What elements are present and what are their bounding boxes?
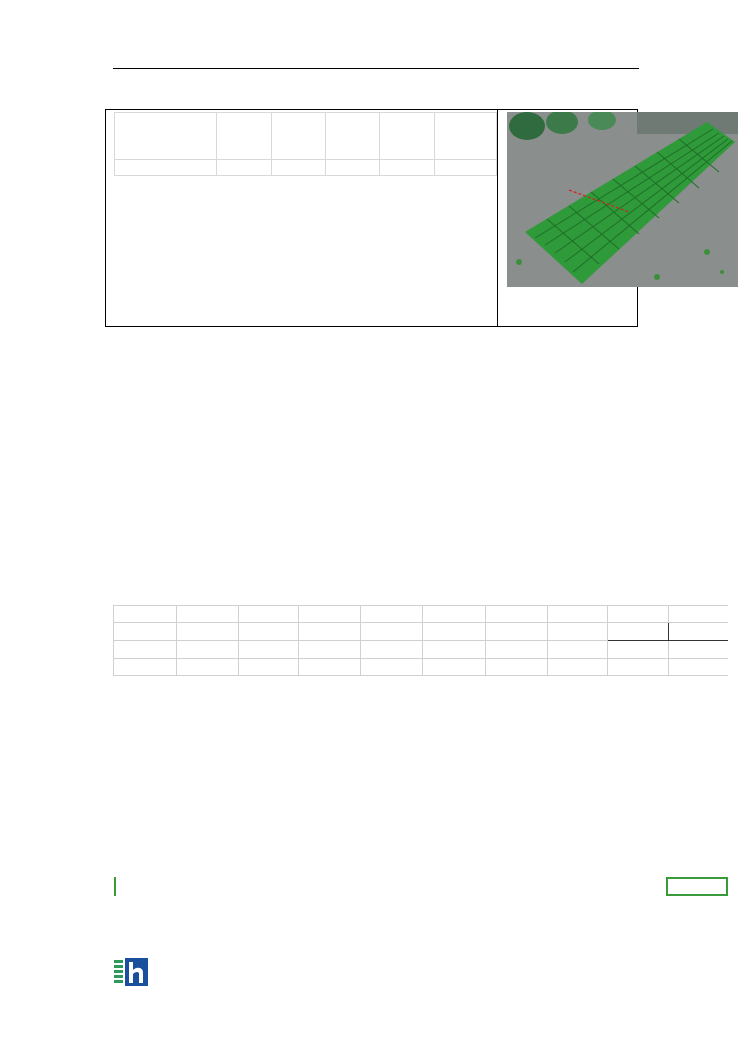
header-length — [272, 113, 326, 160]
header-cut-qty — [669, 622, 729, 640]
cut-total-cell — [669, 640, 729, 658]
length-table-sum-row — [115, 160, 497, 176]
cutting-table-frame — [113, 605, 728, 905]
header-width — [115, 113, 217, 160]
length-table — [114, 112, 497, 176]
length-table-sum — [435, 160, 497, 176]
row-highlight-marker — [114, 877, 116, 896]
header-total — [435, 113, 497, 160]
header-qty — [326, 113, 380, 160]
company-logo-icon — [114, 958, 148, 986]
header-total-length — [608, 622, 669, 640]
cutting-table — [113, 605, 728, 676]
length-table-header — [115, 113, 497, 160]
header-rule — [113, 68, 639, 69]
cutting-table-header-row — [114, 622, 729, 640]
footer-mark — [361, 658, 423, 675]
cutting-table-total-row — [114, 640, 729, 658]
length-table-separator — [497, 109, 498, 327]
grp-panel-photo — [507, 112, 738, 287]
total-highlight-frame — [666, 877, 728, 896]
